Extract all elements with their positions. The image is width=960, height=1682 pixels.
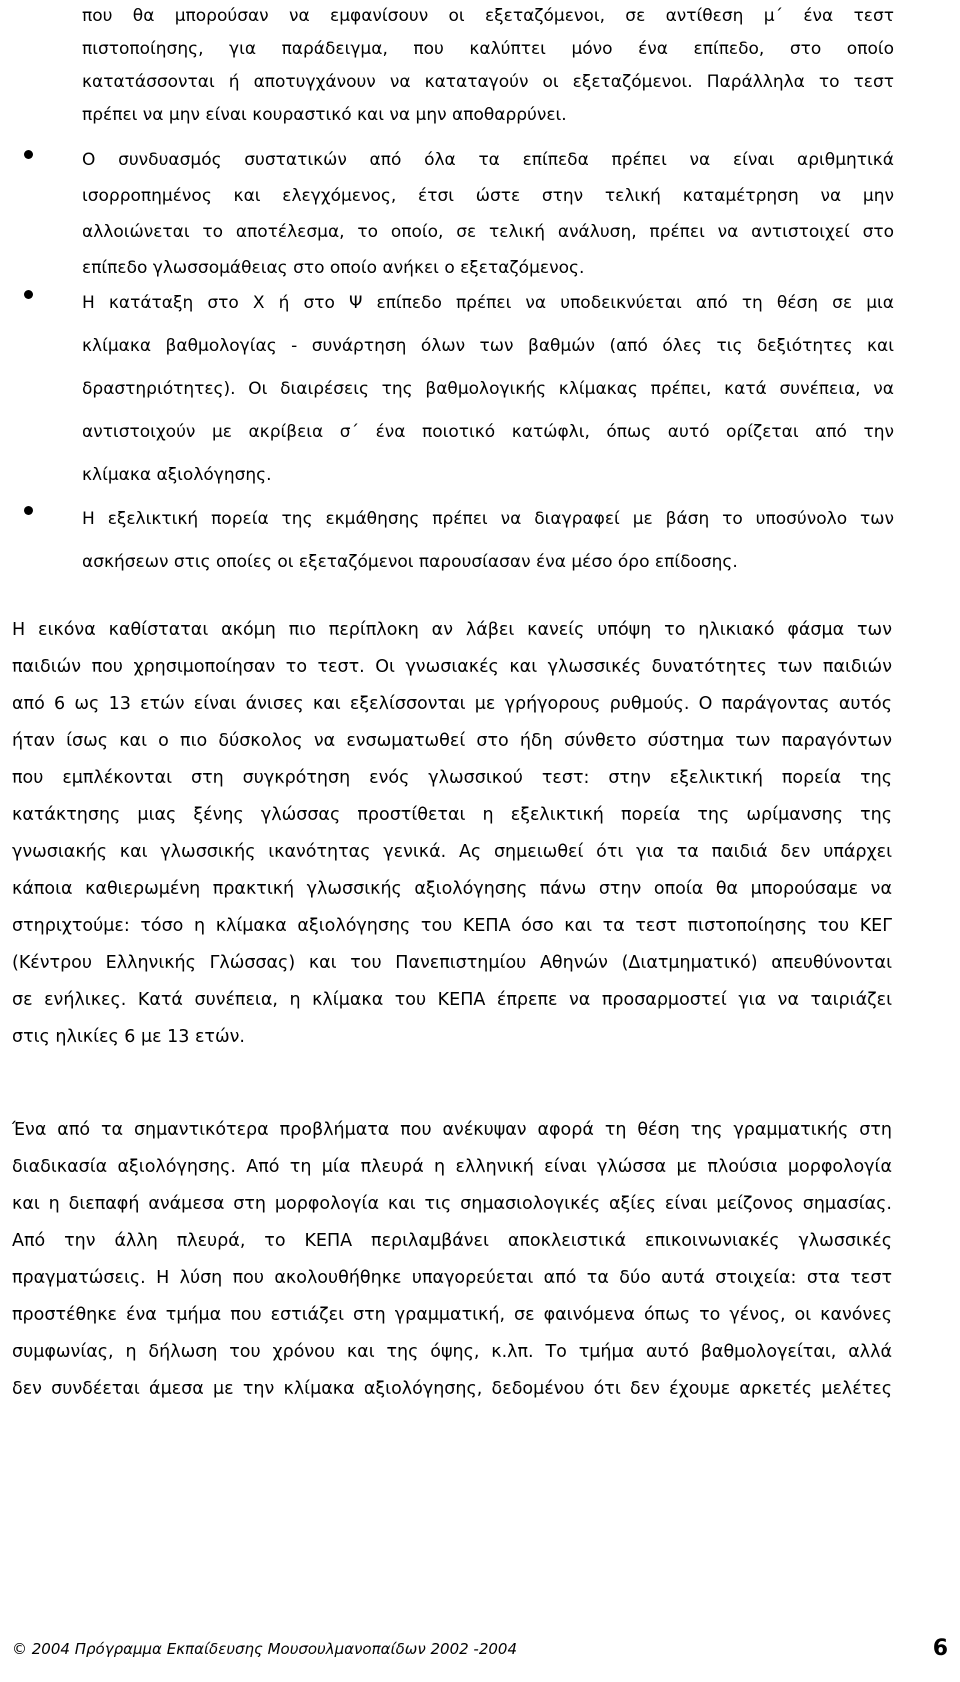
bullet-text [82, 498, 894, 584]
text-line: γνωσιακής και γλωσσικής ικανότητας γενικά. Ας σημειωθεί ότι για τα παιδιά δεν υπάρχει [12, 842, 892, 862]
text-line: που θα μπορούσαν να εμφανίσουν οι εξεταζόμενοι, σε αντίθεση μ΄ ένα τεστ [82, 6, 894, 26]
text-line: Η εικόνα καθίσταται ακόμη πιο περίπλοκη αν λάβει κανείς υπόψη το ηλικιακό φάσμα των [12, 620, 892, 640]
text-line: από 6 ως 13 ετών είναι άνισες και εξελίσσονται με γρήγορους ρυθμούς. Ο παράγοντας αυτός [12, 694, 892, 714]
text-line: κάποια καθιερωμένη πρακτική γλωσσικής αξιολόγησης πάνω στην οποία θα μπορούσαμε να [12, 879, 892, 899]
page-footer [12, 1636, 948, 1666]
text-line: (Κέντρου Ελληνικής Γλώσσας) και του Πανεπιστημίου Αθηνών (Διατμηματικό) απευθύνονται [12, 953, 892, 973]
text-line: στηριχτούμε: τόσο η κλίμακα αξιολόγησης του ΚΕΠΑ όσο και τα τεστ πιστοποίησης του ΚΕΓ [12, 916, 892, 936]
bullet-text [82, 142, 894, 286]
text-line: ασκήσεων στις οποίες οι εξεταζόμενοι παρουσίασαν ένα μέσο όρο επίδοσης. [82, 552, 738, 572]
text-line: ισορροπημένος και ελεγχόμενος, έτσι ώστε στην τελική καταμέτρηση να μην [82, 186, 894, 206]
text-line: συμφωνίας, η δήλωση του χρόνου και της όψης, κ.λπ. Το τμήμα αυτό βαθμολογείται, αλλά [12, 1342, 892, 1362]
bullet-list [82, 142, 894, 584]
bullet-item [82, 142, 894, 286]
bullet-icon [24, 290, 33, 299]
text-line: παιδιών που χρησιμοποίησαν το τεστ. Οι γνωσιακές και γλωσσικές δυνατότητες των παιδιών [12, 657, 892, 677]
bullet-item [82, 282, 894, 498]
text-line: Ο συνδυασμός συστατικών από όλα τα επίπεδα πρέπει να είναι αριθμητικά [82, 150, 894, 170]
text-line: στις ηλικίες 6 με 13 ετών. [12, 1027, 245, 1047]
text-line: κλίμακα βαθμολογίας - συνάρτηση όλων των βαθμών (από όλες τις δεξιότητες και [82, 336, 894, 356]
footer-copyright: © 2004 Πρόγραμμα Εκπαίδευσης Μουσουλμανοπαίδων 2002 -2004 [12, 1640, 518, 1658]
text-line: διαδικασία αξιολόγησης. Από τη μία πλευρά η ελληνική είναι γλώσσα με πλούσια μορφολογία [12, 1157, 892, 1177]
text-line: κατατάσσονται ή αποτυγχάνουν να καταταγούν οι εξεταζόμενοι. Παράλληλα το τεστ [82, 72, 894, 92]
text-line: κατάκτησης μιας ξένης γλώσσας προστίθεται η εξελικτική πορεία της ωρίμανσης της [12, 805, 892, 825]
text-line: ήταν ίσως και ο πιο δύσκολος να ενσωματωθεί στο ήδη σύνθετο σύστημα των παραγόντων [12, 731, 892, 751]
text-line: Η εξελικτική πορεία της εκμάθησης πρέπει να διαγραφεί με βάση το υποσύνολο των [82, 509, 894, 529]
text-line: πρέπει να μην είναι κουραστικό και να μην αποθαρρύνει. [82, 105, 567, 125]
bullet-icon [24, 150, 33, 159]
text-line: επίπεδο γλωσσομάθειας στο οποίο ανήκει ο εξεταζόμενος. [82, 258, 585, 278]
text-line: αλλοιώνεται το αποτέλεσμα, το οποίο, σε τελική ανάλυση, πρέπει να αντιστοιχεί στο [82, 222, 894, 242]
bullet-icon [24, 506, 33, 515]
bullet-item [82, 498, 894, 584]
text-line: και η διεπαφή ανάμεσα στη μορφολογία και τις σημασιολογικές αξίες είναι μείζονος σημασίας. [12, 1194, 892, 1214]
text-line: κλίμακα αξιολόγησης. [82, 465, 272, 485]
text-line: πραγματώσεις. Η λύση που ακολουθήθηκε υπαγορεύεται από τα δύο αυτά στοιχεία: στα τεστ [12, 1268, 892, 1288]
text-line: που εμπλέκονται στη συγκρότηση ενός γλωσσικού τεστ: στην εξελικτική πορεία της [12, 768, 892, 788]
paragraph [12, 1112, 892, 1408]
text-line: δεν συνδέεται άμεσα με την κλίμακα αξιολόγησης, δεδομένου ότι δεν έχουμε αρκετές μελέτες [12, 1379, 892, 1399]
text-line: πιστοποίησης, για παράδειγμα, που καλύπτει μόνο ένα επίπεδο, στο οποίο [82, 39, 894, 59]
bullet-text [82, 282, 894, 497]
text-line: Ένα από τα σημαντικότερα προβλήματα που ανέκυψαν αφορά τη θέση της γραμματικής στη [12, 1120, 892, 1140]
paragraph [12, 612, 892, 1056]
text-line: σε ενήλικες. Κατά συνέπεια, η κλίμακα του ΚΕΠΑ έπρεπε να προσαρμοστεί για να ταιριάζει [12, 990, 892, 1010]
continued-bullet-text [82, 0, 894, 132]
text-line: Από την άλλη πλευρά, το ΚΕΠΑ περιλαμβάνει αποκλειστικά επικοινωνιακές γλωσσικές [12, 1231, 892, 1251]
text-line: αντιστοιχούν με ακρίβεια σ΄ ένα ποιοτικό κατώφλι, όπως αυτό ορίζεται από την [82, 422, 894, 442]
page-number: 6 [932, 1636, 948, 1661]
text-line: δραστηριότητες). Οι διαιρέσεις της βαθμολογικής κλίμακας πρέπει, κατά συνέπεια, να [82, 379, 894, 399]
text-line: προστέθηκε ένα τμήμα που εστιάζει στη γραμματική, σε φαινόμενα όπως το γένος, οι κανόνες [12, 1305, 892, 1325]
text-line: Η κατάταξη στο Χ ή στο Ψ επίπεδο πρέπει να υποδεικνύεται από τη θέση σε μια [82, 293, 894, 313]
